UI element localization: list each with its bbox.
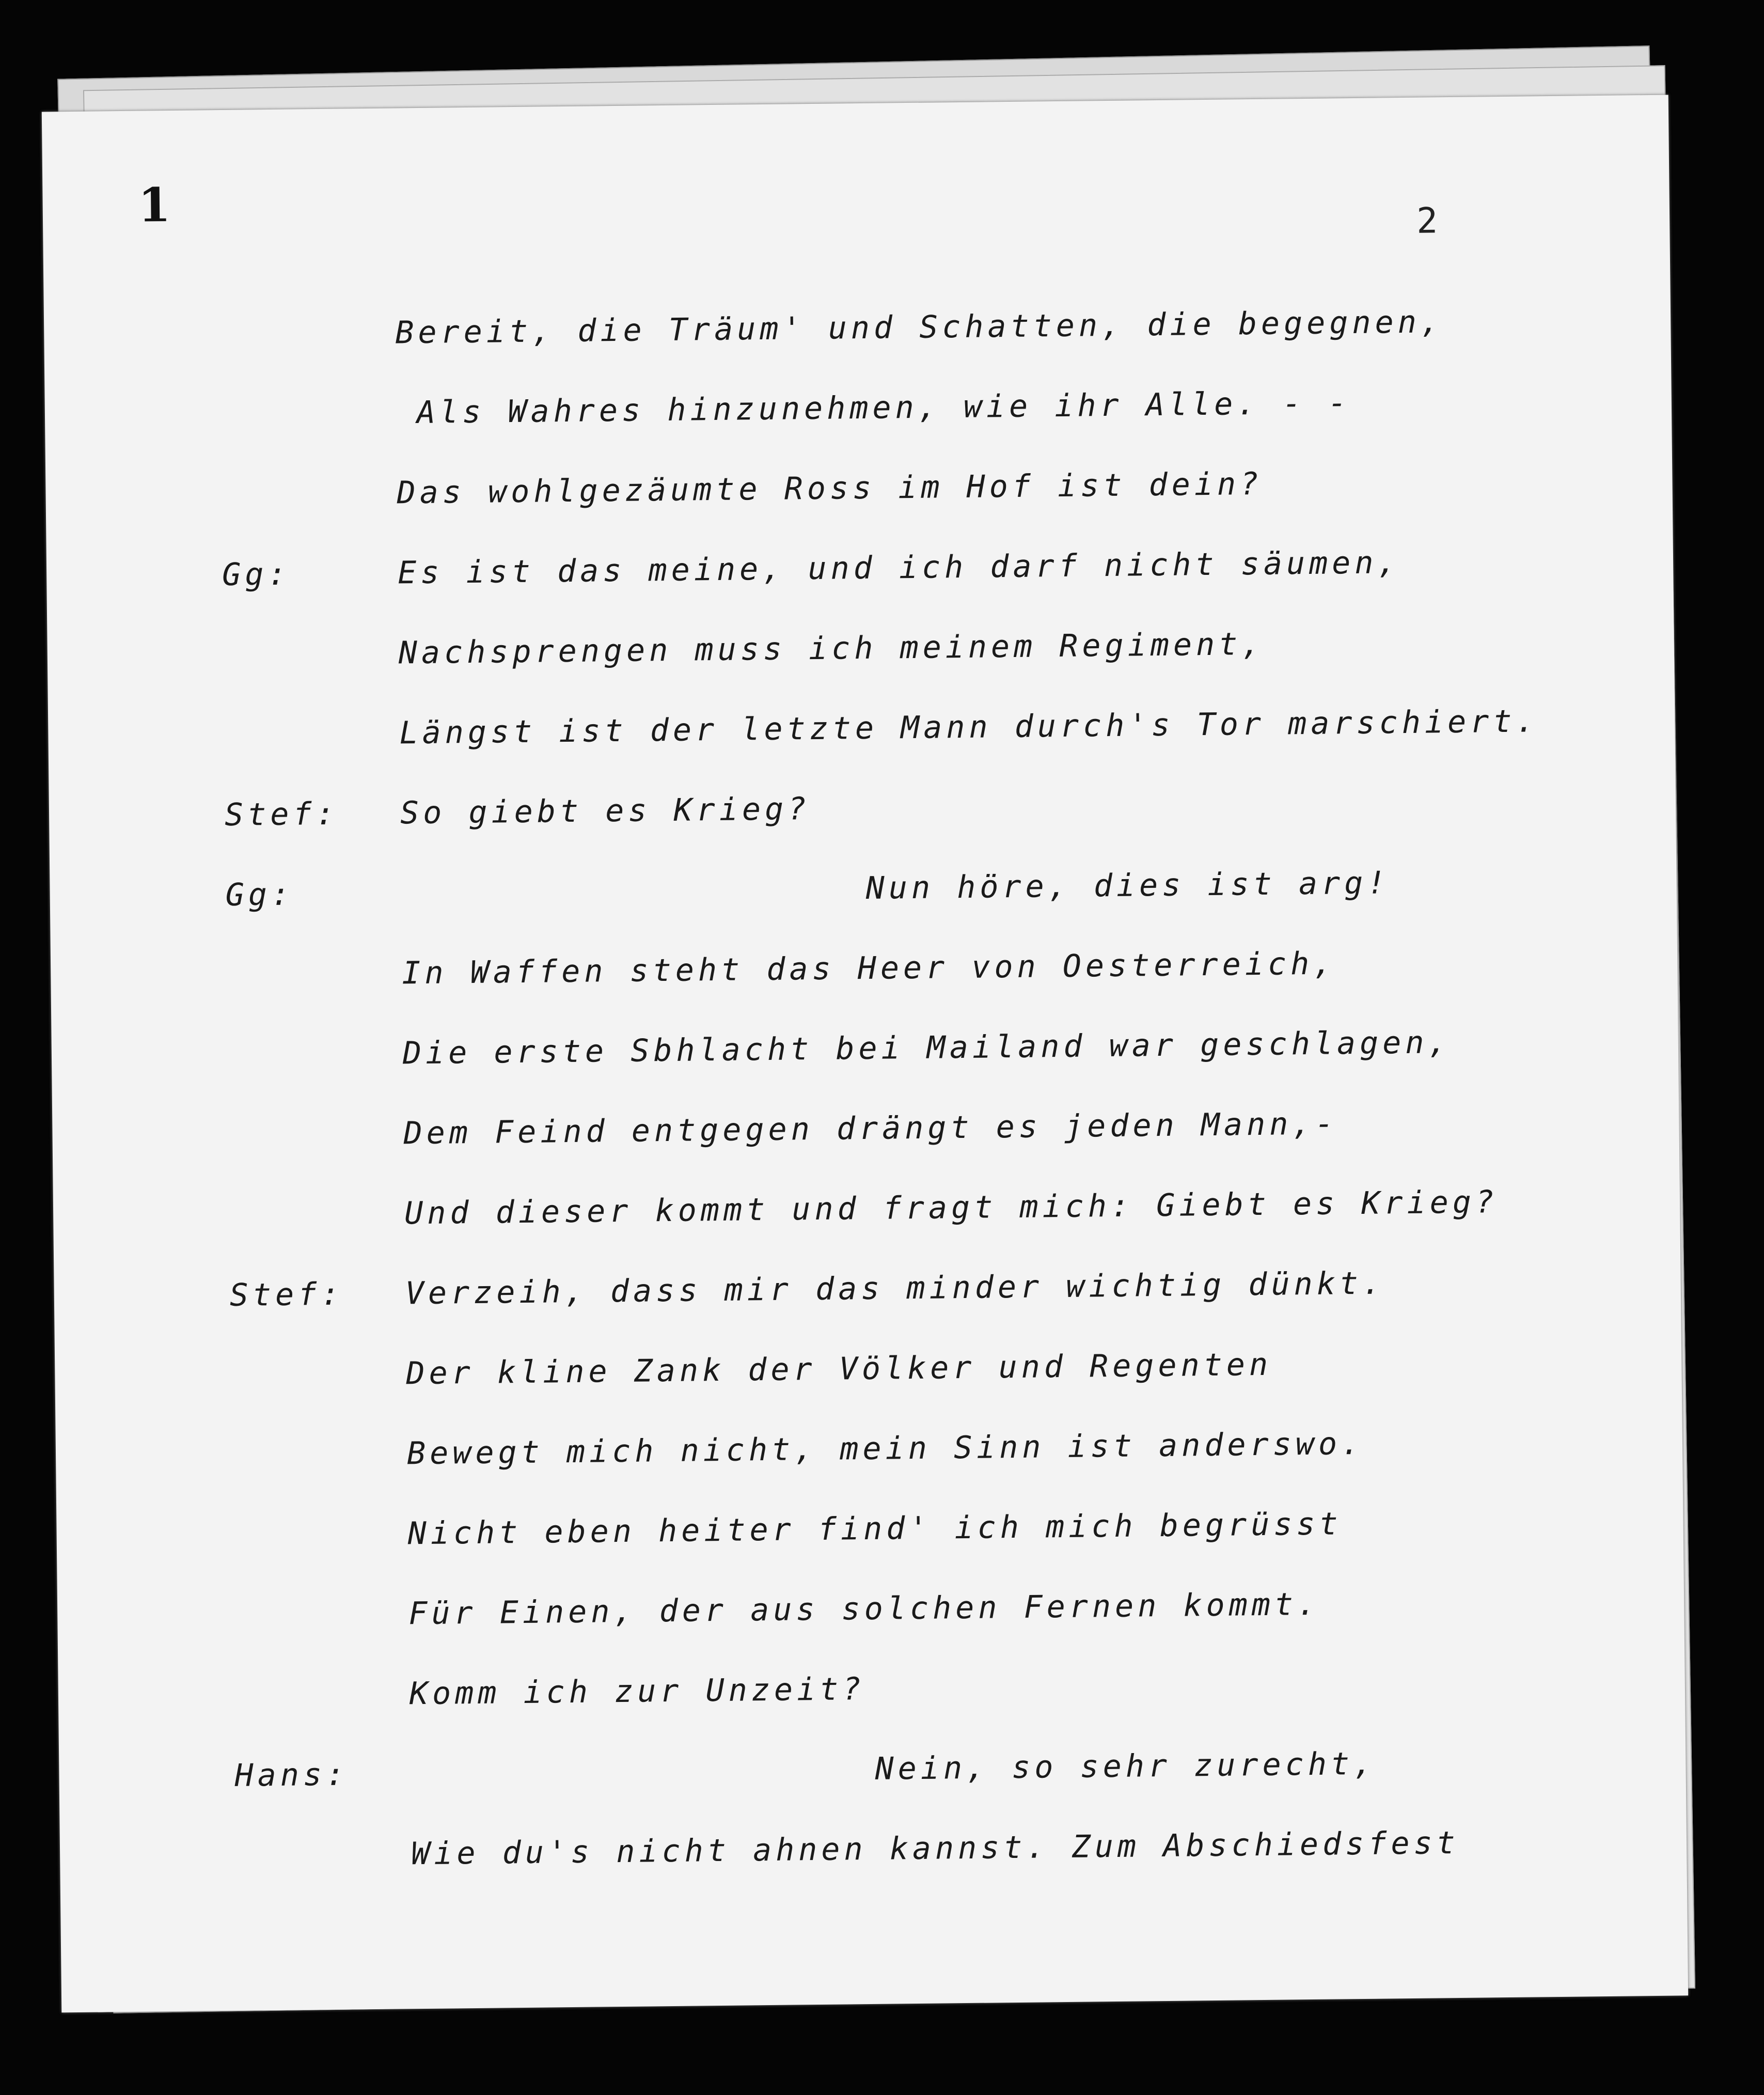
script-line <box>48 702 1675 765</box>
speaker-label: Gg: <box>222 556 291 593</box>
verse-text: Längst ist der letzte Mann durch's Tor marschiert. <box>399 703 1539 752</box>
script-line <box>50 862 1677 926</box>
verse-text: So giebt es Krieg? <box>400 791 811 832</box>
script-line <box>53 1182 1680 1245</box>
script-line <box>45 462 1673 525</box>
script-line <box>56 1502 1683 1566</box>
verse-text: Für Einen, der aus solchen Fernen kommt. <box>408 1586 1320 1632</box>
script-line <box>52 1102 1679 1166</box>
verse-text: Nachsprengen muss ich meinem Regiment, <box>398 626 1265 671</box>
verse-text: Nicht eben heiter find' ich mich begrüsst <box>407 1506 1342 1552</box>
script-line <box>46 542 1674 605</box>
script-line <box>51 942 1678 1006</box>
document-page <box>42 95 1688 2013</box>
speaker-label: Stef: <box>224 795 339 833</box>
script-line <box>55 1342 1682 1405</box>
script-line <box>58 1662 1686 1726</box>
verse-text: Bewegt mich nicht, mein Sinn ist anderswo. <box>406 1425 1364 1472</box>
verse-text: Nun höre, dies ist arg! <box>865 865 1390 906</box>
verse-text: Es ist das meine, und ich darf nicht säumen, <box>397 544 1400 591</box>
corner-mark: 1 <box>138 177 171 233</box>
verse-text: Die erste Sbhlacht bei Mailand war geschlagen, <box>402 1024 1451 1072</box>
verse-text: Als Wahres hinzunehmen, wie ihr Alle. - - <box>416 385 1351 431</box>
speaker-label: Gg: <box>225 876 294 913</box>
page-number: 2 <box>1416 200 1438 242</box>
verse-text: Und dieser kommt und fragt mich: Giebt es Krieg? <box>404 1184 1499 1232</box>
verse-text: Komm ich zur Unzeit? <box>409 1671 865 1712</box>
speaker-label: Stef: <box>229 1276 344 1314</box>
script-line <box>52 1022 1679 1086</box>
script-line <box>44 302 1671 365</box>
script-line <box>54 1262 1681 1325</box>
script-line <box>45 382 1672 445</box>
script-line <box>56 1422 1683 1486</box>
verse-text: Wie du's nicht ahnen kannst. Zum Abschiedsfest <box>411 1825 1460 1872</box>
verse-text: Nein, so sehr zurecht, <box>875 1745 1377 1787</box>
verse-text: Der kline Zank der Völker und Regenten <box>406 1346 1272 1392</box>
script-line <box>47 622 1674 685</box>
script-line <box>60 1822 1687 1886</box>
verse-text: Verzeih, dass mir das minder wichtig dünkt. <box>405 1265 1385 1312</box>
script-line <box>57 1582 1684 1646</box>
verse-text: In Waffen steht das Heer von Oesterreich, <box>401 945 1336 992</box>
verse-text: Dem Feind entgegen drängt es jeden Mann,- <box>403 1105 1338 1152</box>
speaker-label: Hans: <box>234 1756 349 1794</box>
script-line <box>59 1742 1686 1806</box>
script-line <box>49 782 1676 846</box>
verse-text: Bereit, die Träum' und Schatten, die begegnen, <box>395 304 1444 351</box>
verse-text: Das wohlgezäumte Ross im Hof ist dein? <box>397 465 1263 511</box>
